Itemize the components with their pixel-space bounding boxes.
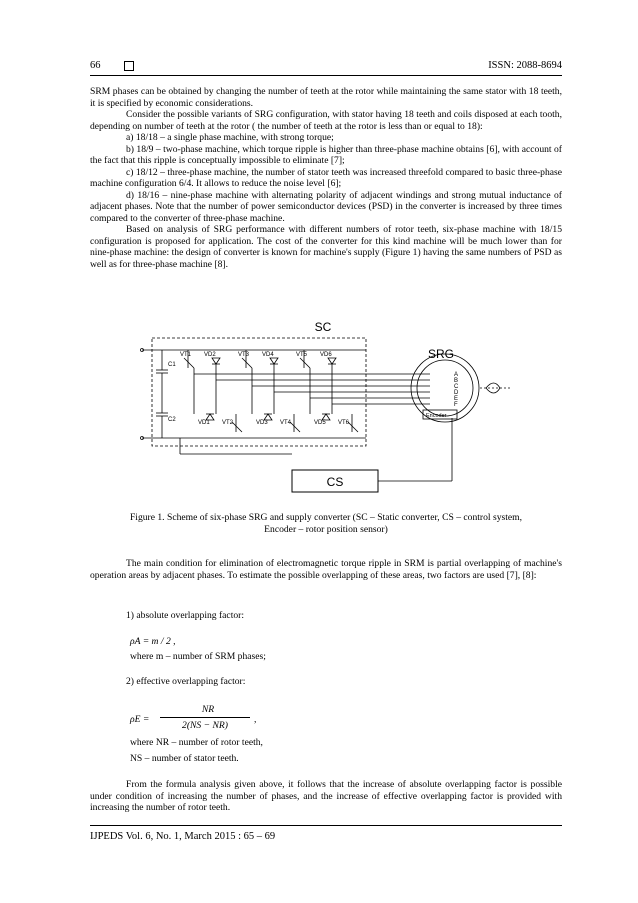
formula-2-lhs: ρE = bbox=[130, 714, 150, 725]
encoder-label: Encoder bbox=[426, 413, 447, 419]
issn: ISSN: 2088-8694 bbox=[488, 60, 562, 71]
formula-2-denominator: 2(NS − NR) bbox=[182, 720, 228, 731]
list-item: a) 18/18 – a single phase machine, with strong torque; bbox=[126, 132, 334, 143]
factor-2-label: 2) effective overlapping factor: bbox=[126, 676, 246, 687]
phase-label: F bbox=[454, 402, 458, 408]
phase-label: C bbox=[454, 384, 459, 390]
formula-2-numerator: NR bbox=[201, 704, 215, 715]
device-label: VD2 bbox=[204, 352, 216, 358]
device-label: VD3 bbox=[256, 420, 268, 426]
list-item: c) 18/12 – three-phase machine, the number of stator teeth was increased threefold compared to basic three-phase machine configuration 6/4. It allows to reduce the noise level [6]; bbox=[90, 166, 562, 189]
square-icon bbox=[124, 61, 134, 71]
factor-1-label: 1) absolute overlapping factor: bbox=[126, 610, 245, 621]
srg-machine bbox=[417, 360, 473, 416]
device-label: VT1 bbox=[180, 352, 192, 358]
journal-footer: IJPEDS Vol. 6, No. 1, March 2015 : 65 – 69 bbox=[90, 831, 276, 842]
caption-line: Figure 1. Scheme of six-phase SRG and supply converter (SC – Static converter, CS – control system, bbox=[129, 512, 523, 523]
phase-label: E bbox=[454, 396, 459, 402]
list-item: b) 18/9 – two-phase machine, which torque ripple is higher than three-phase machine obtains [6], with account of the fact that this ripple is conceptually impossible to eliminate [7]; bbox=[90, 143, 562, 166]
caption-line: Encoder – rotor position sensor) bbox=[264, 523, 388, 535]
device-label: VT6 bbox=[338, 420, 350, 426]
device-label: VD4 bbox=[262, 352, 274, 358]
paragraph: Consider the possible variants of SRG configuration, with stator having 18 teeth and coils disposed at each tooth, depending on number of teeth at the rotor ( the number of teeth at the rotor is less than or equal to 18): bbox=[90, 109, 562, 132]
list-item: d) 18/16 – nine-phase machine with alternating polarity of adjacent windings and strong mutual inductance of adjacent phases. Note that the number of power semiconductor devices (PSD) in the converter is increased by three times compared to the converter of three-phase machine. bbox=[90, 189, 562, 224]
figure-caption bbox=[90, 512, 562, 535]
fraction-bar bbox=[160, 717, 250, 718]
paragraph: SRM phases can be obtained by changing the number of teeth at the rotor while maintaining the same stator with 18 teeth, it is specified by economic considerations. bbox=[90, 86, 562, 109]
cs-label: CS bbox=[326, 475, 344, 489]
body-text-2 bbox=[90, 558, 562, 581]
formula-1-where: where m – number of SRM phases; bbox=[130, 651, 266, 662]
sc-label: SC bbox=[314, 320, 332, 334]
srg-label: SRG bbox=[428, 347, 455, 361]
formula-2-tail: , bbox=[254, 714, 257, 725]
paragraph: Based on analysis of SRG performance with different numbers of rotor teeth, six-phase machine with 18/15 configuration is proposed for application. The cost of the converter for this kind machine will be much lower than for nine-phase machine: the design of converter is known for machine's supply (Figure 1) having the same numbers of PSD as well as for three-phase machine [8]. bbox=[90, 224, 562, 270]
capacitor-label: C2 bbox=[168, 417, 176, 423]
formula-2-where: where NR – number of rotor teeth, bbox=[130, 737, 263, 748]
capacitor-label: C1 bbox=[168, 362, 176, 368]
phase-label: D bbox=[454, 390, 459, 396]
paragraph: From the formula analysis given above, it follows that the increase of absolute overlapping factor is possible under condition of increasing the number of phases, and the increase of effective overlapping factor is provided with increasing the number of rotor teeth. bbox=[90, 779, 562, 813]
device-label: VD1 bbox=[198, 420, 210, 426]
phase-label: A bbox=[454, 372, 459, 378]
paragraph: The main condition for elimination of electromagnetic torque ripple in SRM is partial overlapping of machine's operation areas by adjacent phases. To estimate the possible overlapping of these areas, two factors are used [7], [8]: bbox=[90, 558, 562, 581]
device-label: VT4 bbox=[280, 420, 292, 426]
formula-1: ρA = m / 2 , bbox=[130, 636, 176, 647]
device-label: VT5 bbox=[296, 352, 308, 358]
device-label: VT2 bbox=[222, 420, 234, 426]
device-label: VT3 bbox=[238, 352, 250, 358]
formula-2-where: NS – number of stator teeth. bbox=[130, 753, 239, 764]
footer-rule bbox=[90, 825, 562, 826]
figure-1-diagram bbox=[140, 318, 520, 508]
device-label: VD6 bbox=[320, 352, 332, 358]
body-text bbox=[90, 86, 562, 270]
device-label: VD5 bbox=[314, 420, 326, 426]
body-text-3 bbox=[90, 779, 562, 814]
phase-label: B bbox=[454, 378, 459, 384]
page-number: 66 bbox=[90, 60, 101, 71]
header-rule bbox=[90, 75, 562, 76]
